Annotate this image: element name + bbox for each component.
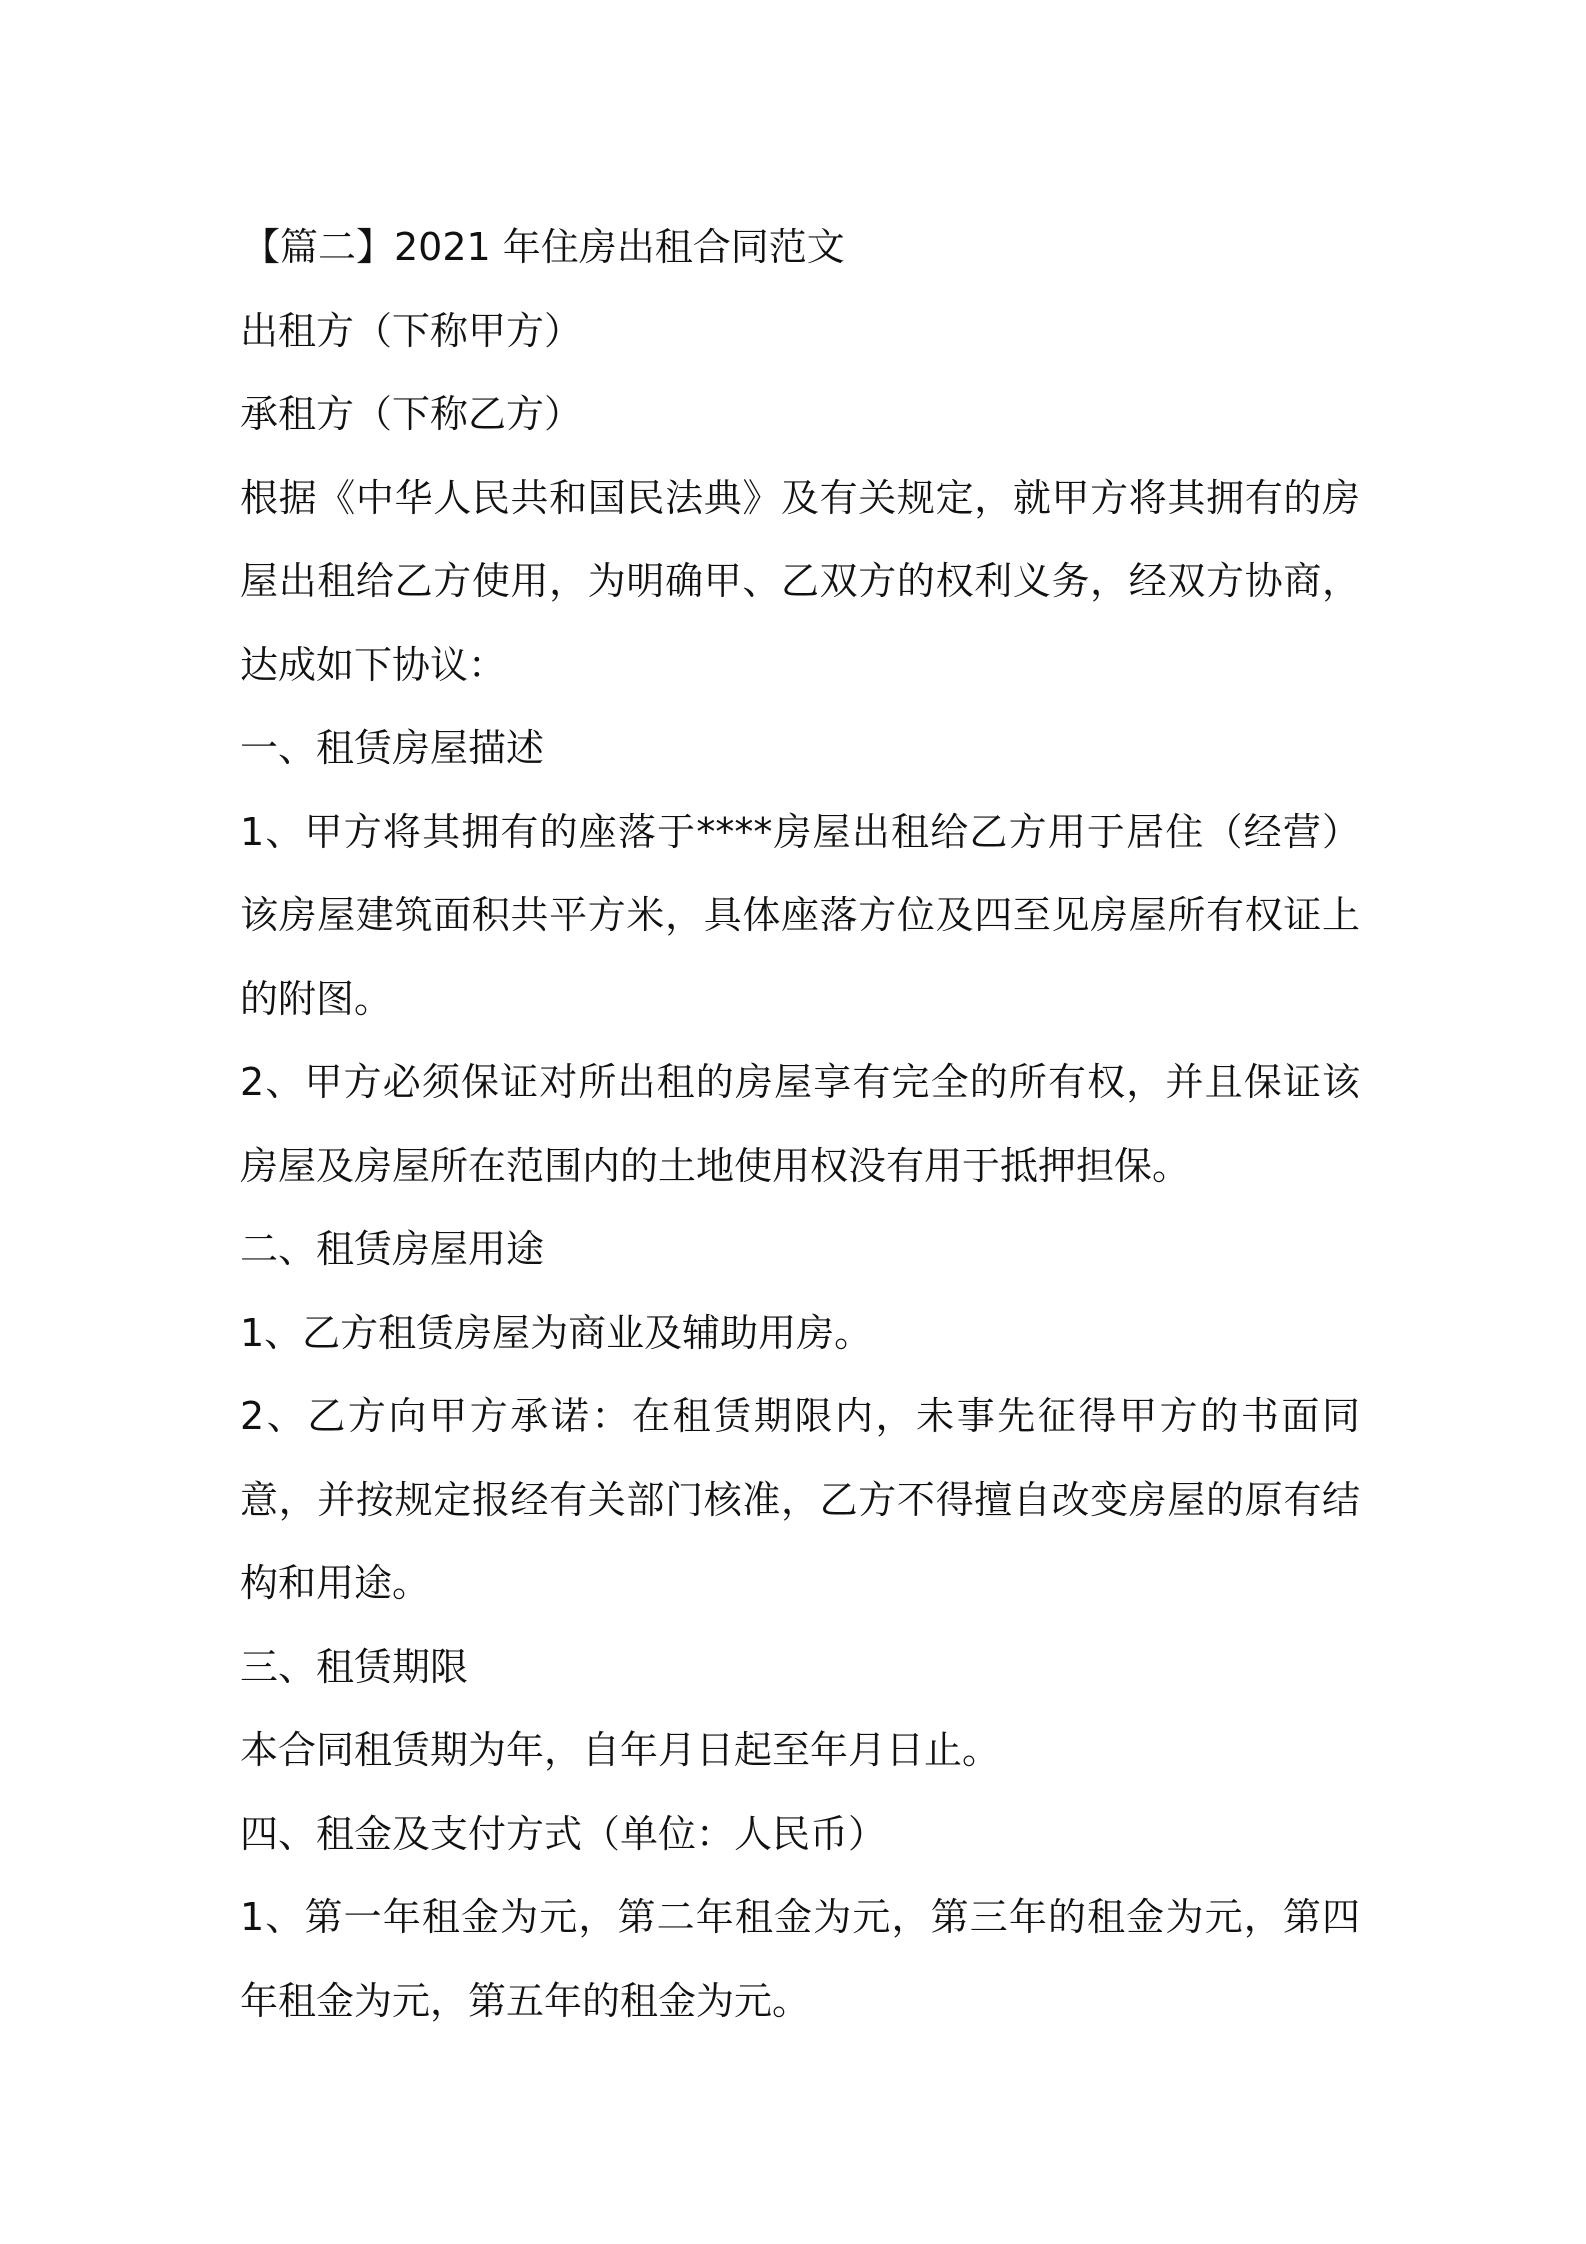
document-title: 【篇二】2021 年住房出租合同范文 (242, 225, 845, 269)
section-heading-description: 一、租赁房屋描述 (240, 726, 545, 770)
section4-item1: 1、第一年租金为元，第二年租金为元，第三年的租金为元，第四年租金为元，第五年的租金为元。 (240, 1895, 1360, 2023)
section3-text: 本合同租赁期为年，自年月日起至年月日止。 (240, 1728, 1001, 1772)
section-heading-rent: 四、租金及支付方式（单位：人民币） (240, 1811, 887, 1856)
preamble-paragraph: 根据《中华人民共和国民法典》及有关规定，就甲方将其拥有的房屋出租给乙方使用，为明确甲、乙双方的权利义务，经双方协商，达成如下协议： (240, 475, 1360, 687)
lessee-line: 承租方（下称乙方） (240, 392, 583, 436)
section-heading-usage: 二、租赁房屋用途 (240, 1227, 545, 1271)
lessor-line: 出租方（下称甲方） (240, 308, 583, 353)
section1-item2: 2、甲方必须保证对所出租的房屋享有完全的所有权，并且保证该房屋及房屋所在范围内的土地使用权没有用于抵押担保。 (240, 1060, 1360, 1188)
section2-item1: 1、乙方租赁房屋为商业及辅助用房。 (240, 1310, 873, 1355)
section1-item1: 1、甲方将其拥有的座落于****房屋出租给乙方用于居住（经营）该房屋建筑面积共平方米，具体座落方位及四至见房屋所有权证上的附图。 (240, 809, 1360, 1021)
document-body (240, 206, 1360, 2043)
section-heading-term: 三、租赁期限 (240, 1644, 469, 1689)
section2-item2: 2、乙方向甲方承诺：在租赁期限内，未事先征得甲方的书面同意，并按规定报经有关部门核准，乙方不得擅自改变房屋的原有结构和用途。 (240, 1394, 1360, 1605)
